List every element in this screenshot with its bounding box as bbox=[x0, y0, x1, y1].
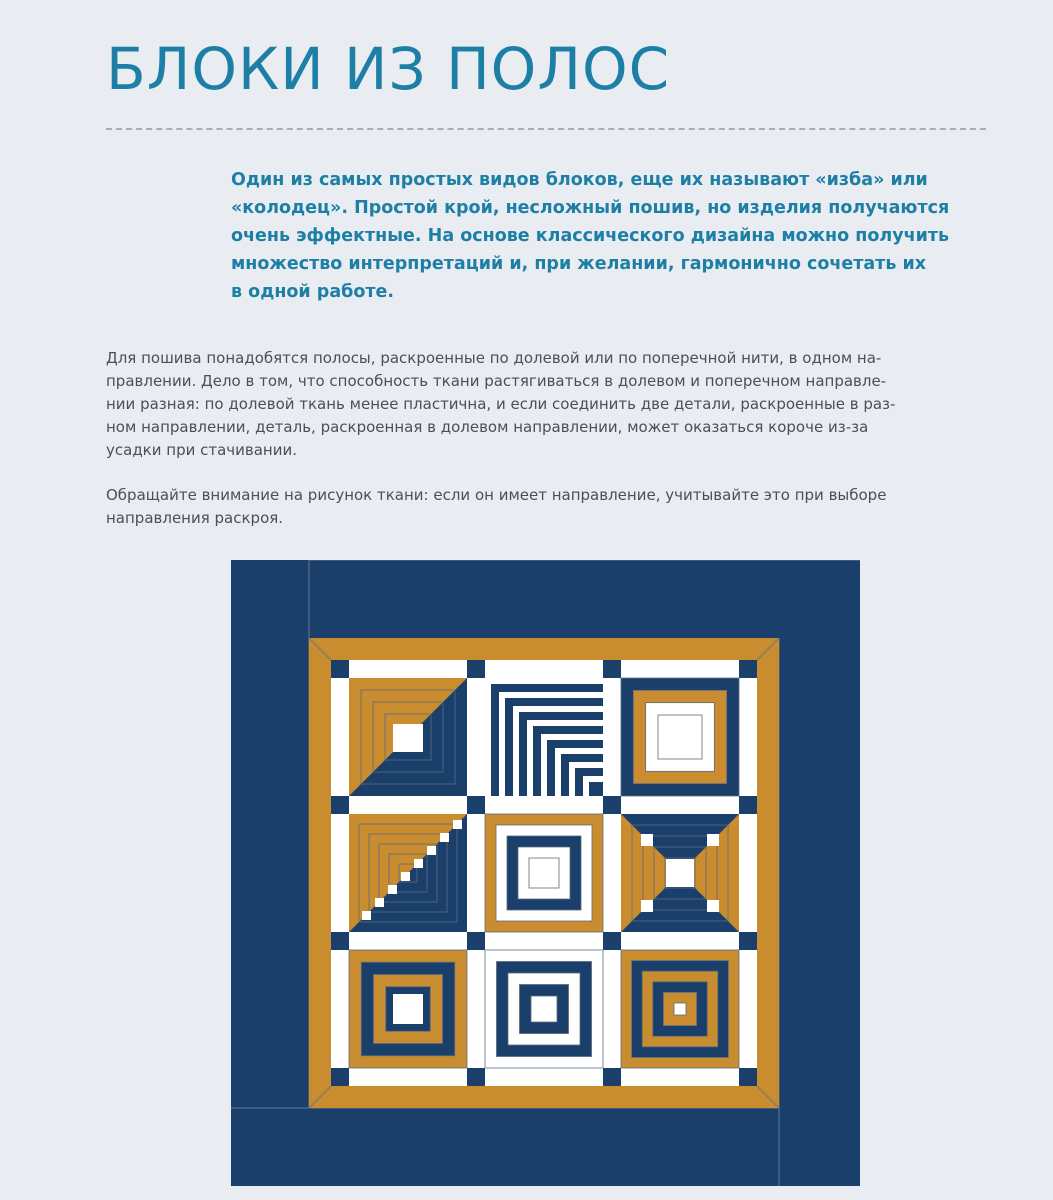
sashing-cornerstone bbox=[331, 796, 349, 814]
stripe-v bbox=[513, 706, 519, 796]
corner-square bbox=[641, 834, 653, 846]
lead-paragraph: Один из самых простых видов блоков, еще их называют «изба» или «колодец». Простой крой, несложный пошив, но изделия получаются очень эффектные. На основе классического дизайна можно получить множество интерпретаций и, при желании, гармонично сочетать их в одной работе. bbox=[231, 170, 950, 302]
sashing-cornerstone bbox=[331, 932, 349, 950]
stripe-v bbox=[485, 678, 491, 796]
diagonal-square bbox=[453, 820, 462, 829]
sashing-cornerstone bbox=[739, 1068, 757, 1086]
sashing-cornerstone bbox=[603, 796, 621, 814]
stripe-h bbox=[513, 706, 603, 712]
log-center bbox=[393, 994, 423, 1024]
diagonal-square bbox=[427, 846, 436, 855]
body-paragraph-1: Для пошива понадобятся полосы, раскроенные по долевой или по поперечной нити, в одном на- правлении. Дело в том, что способность ткани растягиваться в долевом и поперечном направле- нии разная: по долевой ткань менее пластична, и если соединить две детали, раскроенные в раз- ном направлении, деталь, раскроенная в долевом направлении, может оказаться короче из-за усадки при стачивании. bbox=[106, 349, 896, 459]
log-cabin-quilt-illustration bbox=[231, 560, 860, 1186]
sashing-cornerstone bbox=[739, 660, 757, 678]
page-title: БЛОКИ ИЗ ПОЛОС bbox=[106, 35, 671, 103]
diagonal-square bbox=[362, 911, 371, 920]
stripe-v bbox=[569, 762, 575, 796]
sashing-cornerstone bbox=[603, 660, 621, 678]
sashing-cornerstone bbox=[467, 932, 485, 950]
diagonal-square bbox=[414, 859, 423, 868]
body-paragraph-2: Обращайте внимание на рисунок ткани: если он имеет направление, учитывайте это при выборе направления раскроя. bbox=[106, 486, 887, 527]
corner-square bbox=[707, 900, 719, 912]
corner-square bbox=[641, 900, 653, 912]
sashing-cornerstone bbox=[603, 1068, 621, 1086]
stripe-v bbox=[555, 748, 561, 796]
sashing-cornerstone bbox=[467, 796, 485, 814]
stripe-h bbox=[541, 734, 603, 740]
sashing-cornerstone bbox=[331, 660, 349, 678]
dashed-divider bbox=[106, 128, 986, 130]
corner-square bbox=[707, 834, 719, 846]
sashing-cornerstone bbox=[331, 1068, 349, 1086]
diagonal-square bbox=[388, 885, 397, 894]
stripe-v bbox=[541, 734, 547, 796]
log-center bbox=[658, 715, 702, 759]
sashing-cornerstone bbox=[739, 932, 757, 950]
stripe-v bbox=[499, 692, 505, 796]
stripe-h bbox=[527, 720, 603, 726]
stripe-h bbox=[499, 692, 603, 698]
stripe-h bbox=[485, 678, 603, 684]
diagonal-square bbox=[440, 833, 449, 842]
sashing-cornerstone bbox=[603, 932, 621, 950]
stripe-h bbox=[555, 748, 603, 754]
log-center bbox=[674, 1003, 686, 1015]
stripe-v bbox=[583, 776, 589, 796]
log-center bbox=[393, 724, 423, 752]
log-center bbox=[666, 859, 694, 887]
sashing-cornerstone bbox=[739, 796, 757, 814]
stripe-v bbox=[527, 720, 533, 796]
log-center bbox=[529, 858, 559, 888]
log-center bbox=[531, 996, 557, 1022]
diagonal-square bbox=[375, 898, 384, 907]
sashing-cornerstone bbox=[467, 1068, 485, 1086]
sashing-cornerstone bbox=[467, 660, 485, 678]
diagonal-square bbox=[401, 872, 410, 881]
